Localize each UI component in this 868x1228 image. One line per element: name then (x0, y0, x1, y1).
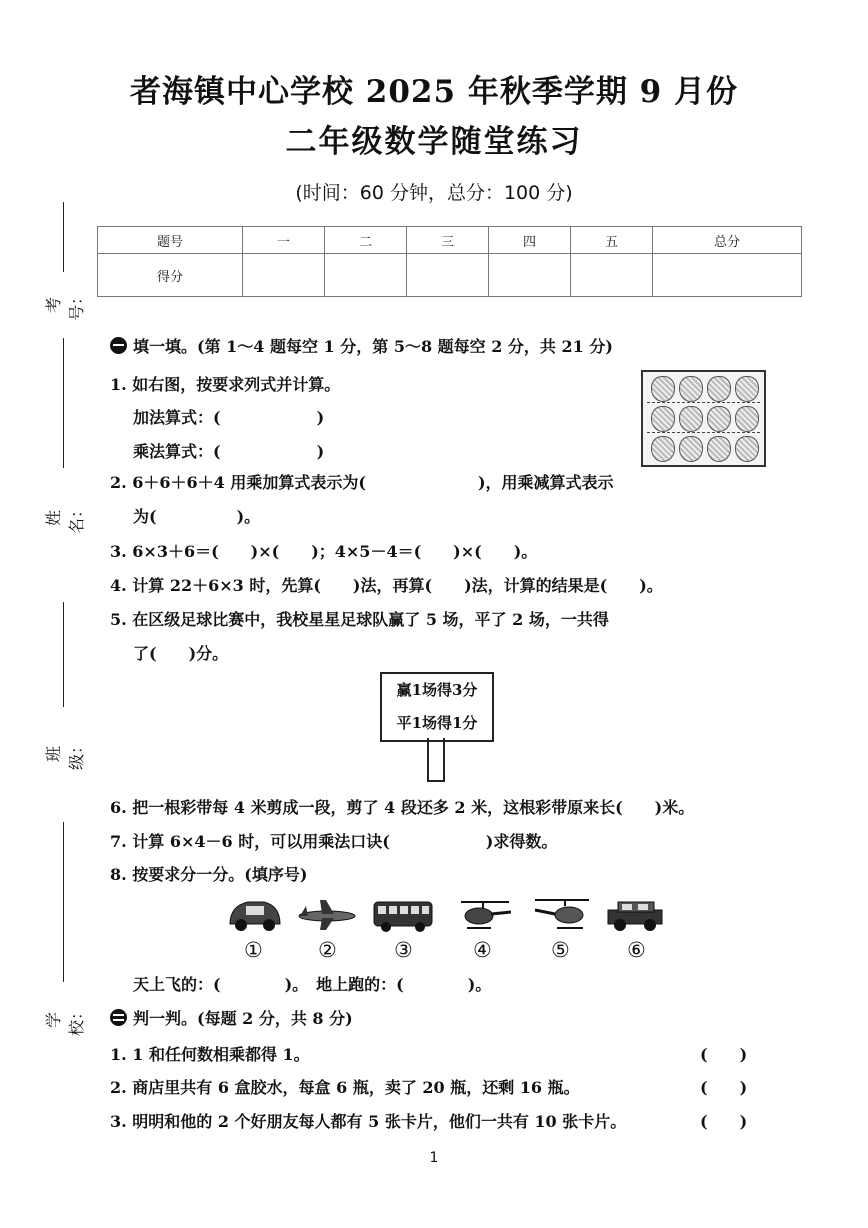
jeep-icon (604, 894, 666, 934)
q1-addition-blank: 加法算式：( ) (133, 408, 325, 427)
page-number: 1 (429, 1150, 439, 1166)
exam-number-line (63, 202, 64, 272)
vehicle-label-6: ⑥ (627, 938, 646, 962)
class-label: 班级： (44, 738, 86, 771)
question-4: 4. 计算 22＋6×3 时，先算( )法，再算( )法，计算的结果是( )。 (110, 576, 663, 595)
row-label: 得分 (98, 254, 243, 297)
title-line-2: 二年级数学随堂练习 (285, 124, 583, 160)
car-icon (224, 894, 286, 934)
question-3: 3. 6×3＋6＝( )×( )；4×5－4＝( )×( )。 (110, 542, 538, 561)
header-cell: 题号 (98, 227, 243, 254)
section-1-heading (110, 334, 613, 357)
strawberry-icon (679, 376, 703, 402)
school-line (63, 822, 64, 982)
question-7: 7. 计算 6×4－6 时，可以用乘法口诀( )求得数。 (110, 832, 558, 851)
header-cell: 总分 (653, 227, 802, 254)
helicopter-icon (531, 894, 593, 934)
name-label: 姓名： (44, 502, 86, 535)
strawberry-icon (679, 406, 703, 432)
sign-win-rule: 赢1场得3分 (396, 681, 478, 699)
question-8: 8. 按要求分一分。(填序号) (110, 865, 308, 884)
section-2-heading (110, 1006, 353, 1029)
header-cell: 五 (571, 227, 653, 254)
section-two-icon (110, 1009, 127, 1026)
score-cell[interactable] (407, 254, 489, 297)
sign-post (427, 738, 445, 782)
header-cell: 一 (243, 227, 325, 254)
exam-info: (时间：60 分钟，总分：100 分) (295, 182, 573, 204)
strawberry-picture (641, 370, 766, 467)
airplane-icon (296, 894, 358, 934)
score-table (97, 226, 802, 297)
strawberry-icon (651, 376, 675, 402)
title-line-1: 者海镇中心学校 2025 年秋季学期 9 月份 (129, 74, 739, 110)
dashed-divider (647, 432, 760, 433)
question-1: 1. 如右图，按要求列式并计算。 (110, 375, 341, 394)
strawberry-icon (735, 376, 759, 402)
judge-bracket-2[interactable]: ( ) (700, 1078, 748, 1097)
header-cell: 二 (325, 227, 407, 254)
vehicle-label-1: ① (244, 938, 263, 962)
sign-draw-rule: 平1场得1分 (396, 714, 478, 732)
question-5-continued: 了( )分。 (133, 644, 229, 663)
dashed-divider (647, 402, 760, 403)
judge-bracket-1[interactable]: ( ) (700, 1045, 748, 1064)
school-label: 学校： (44, 1004, 86, 1037)
vehicle-label-5: ⑤ (551, 938, 570, 962)
section-one-icon (110, 337, 127, 354)
score-cell[interactable] (653, 254, 802, 297)
strawberry-icon (735, 436, 759, 462)
vehicle-label-3: ③ (394, 938, 413, 962)
judge-item-1: 1. 1 和任何数相乘都得 1。 (110, 1045, 310, 1064)
header-cell: 四 (489, 227, 571, 254)
scoring-sign (380, 672, 494, 742)
section-1-title: 填一填。(第 1～4 题每空 1 分，第 5～8 题每空 2 分，共 21 分) (133, 337, 613, 356)
strawberry-icon (707, 406, 731, 432)
question-6: 6. 把一根彩带每 4 米剪成一段，剪了 4 段还多 2 米，这根彩带原来长( )米。 (110, 798, 695, 817)
score-table-score-row (98, 254, 802, 297)
class-line (63, 602, 64, 707)
question-2-continued: 为( )。 (133, 507, 261, 526)
header-cell: 三 (407, 227, 489, 254)
question-5: 5. 在区级足球比赛中，我校星星足球队赢了 5 场，平了 2 场，一共得 (110, 610, 609, 629)
vehicle-label-4: ④ (473, 938, 492, 962)
bus-icon (372, 894, 434, 934)
exam-number-label: 考号： (44, 289, 86, 322)
q8-answer-blanks: 天上飞的：( )。 地上跑的：( )。 (133, 975, 492, 994)
strawberry-icon (651, 436, 675, 462)
strawberry-icon (707, 436, 731, 462)
vehicle-label-2: ② (318, 938, 337, 962)
score-cell[interactable] (243, 254, 325, 297)
section-2-title: 判一判。(每题 2 分，共 8 分) (133, 1009, 353, 1028)
score-cell[interactable] (571, 254, 653, 297)
score-cell[interactable] (325, 254, 407, 297)
name-line (63, 338, 64, 468)
score-cell[interactable] (489, 254, 571, 297)
strawberry-icon (651, 406, 675, 432)
judge-item-2: 2. 商店里共有 6 盒胶水，每盒 6 瓶，卖了 20 瓶，还剩 16 瓶。 (110, 1078, 580, 1097)
judge-bracket-3[interactable]: ( ) (700, 1112, 748, 1131)
score-table-header-row (98, 227, 802, 254)
question-2: 2. 6＋6＋6＋4 用乘加算式表示为( )，用乘减算式表示 (110, 473, 614, 492)
strawberry-icon (679, 436, 703, 462)
q1-multiplication-blank: 乘法算式：( ) (133, 442, 325, 461)
strawberry-icon (707, 376, 731, 402)
judge-item-3: 3. 明明和他的 2 个好朋友每人都有 5 张卡片，他们一共有 10 张卡片。 (110, 1112, 627, 1131)
helicopter-icon (453, 894, 515, 934)
strawberry-icon (735, 406, 759, 432)
